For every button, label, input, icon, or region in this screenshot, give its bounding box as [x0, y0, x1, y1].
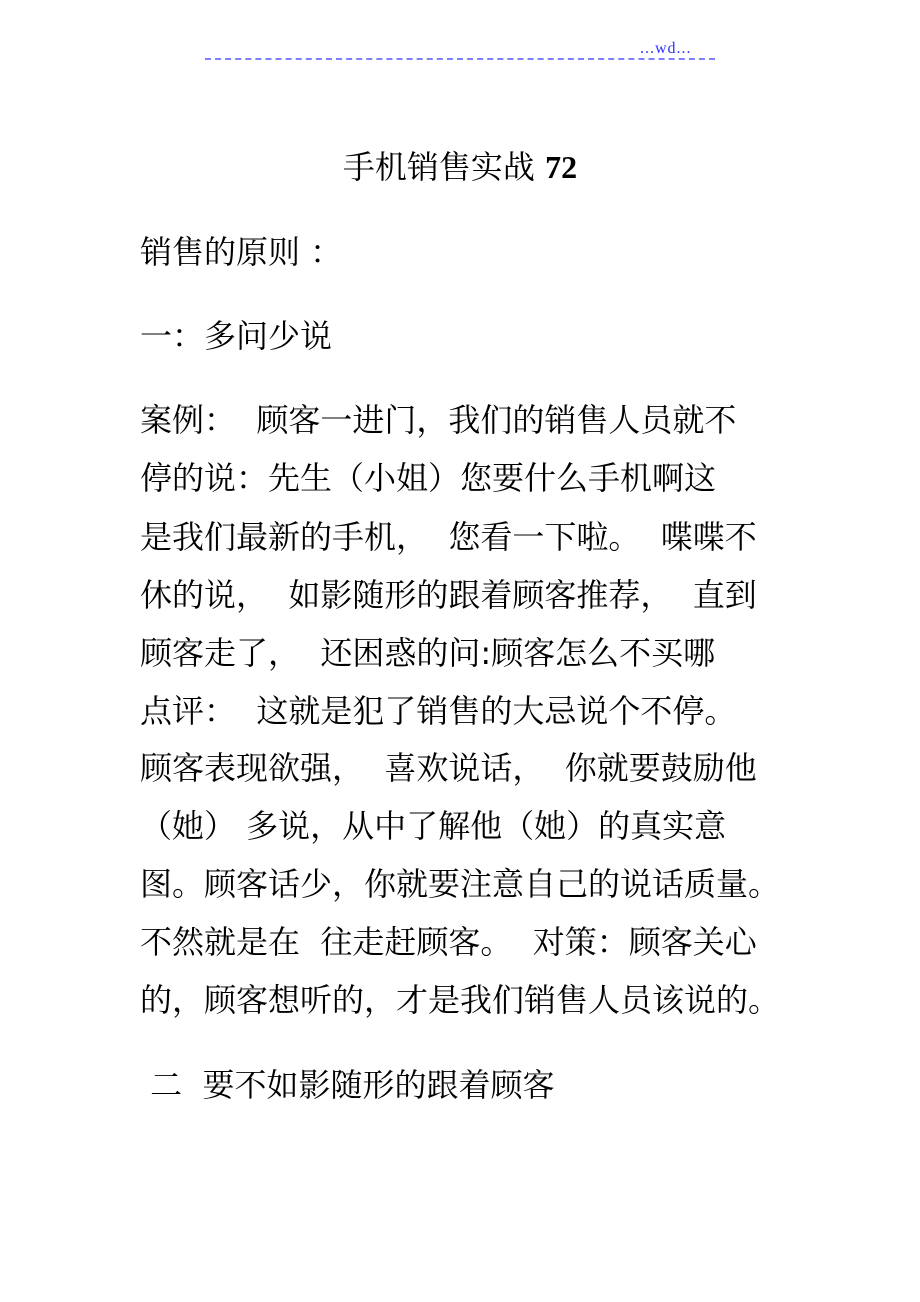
header-divider — [205, 58, 715, 60]
section-1-title: 一：多问少说 — [140, 317, 333, 355]
body-line: 顾客表现欲强， 喜欢说话， 你就要鼓励他 — [140, 749, 757, 787]
body-line: 不然就是在 往走赶顾客。 对策：顾客关心 — [140, 923, 757, 961]
title-text: 手机销售实战 — [342, 148, 535, 186]
body-line: 顾客走了， 还困惑的问:顾客怎么不买哪 — [140, 634, 716, 672]
title-number: 72 — [545, 149, 578, 185]
body-line: 休的说， 如影随形的跟着顾客推荐， 直到 — [140, 576, 757, 614]
body-line: 是我们最新的手机， 您看一下啦。 喋喋不 — [140, 518, 757, 556]
page-title — [0, 145, 920, 189]
section-heading: 销售的原则 ： — [140, 233, 343, 271]
section-2-title: 二 要不如影随形的跟着顾客 — [140, 1066, 555, 1104]
body-line: 案例： 顾客一进门，我们的销售人员就不 — [140, 401, 737, 439]
body-line: （她） 多说，从中了解他（她）的真实意 — [140, 807, 727, 845]
header-text: ...wd... — [640, 40, 692, 57]
body-line: 的，顾客想听的，才是我们销售人员该说的。 — [140, 981, 781, 1019]
body-line: 停的说：先生（小姐）您要什么手机啊这 — [140, 459, 717, 497]
body-line: 图。顾客话少，你就要注意自己的说话质量。 — [140, 865, 781, 903]
body-line: 点评： 这就是犯了销售的大忌说个不停。 — [140, 692, 737, 730]
